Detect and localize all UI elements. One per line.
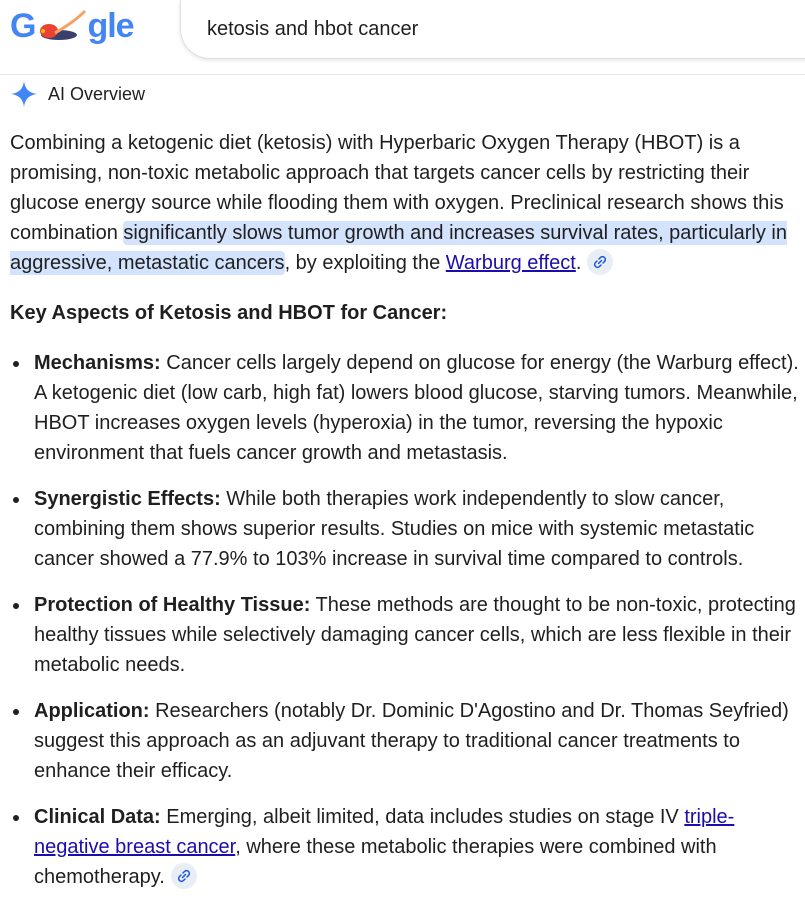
item-text: While both therapies work independently to slow cancer, combining them shows superior results. Studies on mice with systemic metastatic cancer showed a 77.9% to 103% increase in survival time compared to controls. [34,488,755,570]
item-title: Mechanisms: [34,352,161,374]
item-text-after: , where these metabolic therapies were combined with chemotherapy. [34,836,717,888]
sparkle-icon [10,80,38,108]
list-item [10,590,800,680]
item-text: Emerging, albeit limited, data includes studies on stage IV [160,806,685,828]
link-icon [177,869,191,883]
list-item [10,696,800,786]
bullet-icon [13,497,19,503]
list-item [10,484,800,574]
list-item [10,348,800,468]
search-input[interactable] [205,12,769,46]
item-text: Cancer cells largely depend on glucose for energy (the Warburg effect). A ketogenic diet (low carb, high fat) lowers blood glucose, starving tumors. Meanwhile, HBOT increases oxygen levels (hyperoxia) in the tumor, reversing the hypoxic environment that fuels cancer growth and metastasis. [34,352,799,464]
highlighted-text[interactable]: significantly slows tumor growth and increases survival rates, particularly in aggressive, metastatic cancers [10,222,787,274]
ai-overview-header [10,80,145,108]
item-title: Application: [34,700,150,722]
key-aspects-list [10,348,800,908]
source-link-button[interactable] [171,863,197,889]
search-box[interactable] [180,0,805,59]
link-icon [593,255,607,269]
list-item [10,802,800,892]
google-logo[interactable] [10,4,134,48]
item-text: These methods are thought to be non-toxic, protecting healthy tissues while selectively damaging cancer cells, which are less flexible in their metabolic needs. [34,594,796,676]
intro-text: Combining a ketogenic diet (ketosis) with Hyperbaric Oxygen Therapy (HBOT) is a promising, non-toxic metabolic approach that targets cancer cells by restricting their glucose energy source while flooding them with oxygen. Preclinical research shows this combination [10,132,784,244]
key-aspects-heading: Key Aspects of Ketosis and HBOT for Cancer: [10,302,448,324]
doodle-icon [35,9,87,43]
search-header [0,0,805,75]
intro-middle-text: , by exploiting the [284,252,446,274]
item-title: Protection of Healthy Tissue: [34,594,311,616]
ai-overview-label: AI Overview [48,83,146,104]
bullet-icon [13,815,19,821]
warburg-effect-link[interactable]: Warburg effect [445,252,576,274]
logo-letter-g: G [10,6,36,45]
intro-end-text: . [575,252,582,274]
bullet-icon [13,709,19,715]
item-text: Researchers (notably Dr. Dominic D'Agostino and Dr. Thomas Seyfried) suggest this approach as an adjuvant therapy to traditional cancer treatments to enhance their efficacy. [34,700,789,782]
item-title: Synergistic Effects: [34,488,221,510]
bullet-icon [13,361,19,367]
ai-overview-summary [10,128,800,278]
logo-letters-gle: gle [87,6,134,45]
source-link-button[interactable] [587,249,613,275]
bullet-icon [13,603,19,609]
triple-negative-breast-cancer-link[interactable]: triple-negative breast cancer [34,806,735,858]
item-title: Clinical Data: [34,806,161,828]
